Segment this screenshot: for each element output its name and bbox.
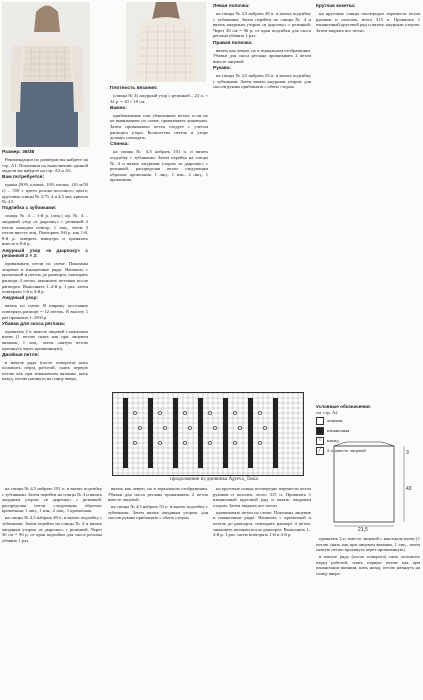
continuation-text: провязать 2 п. вместе лицевой с наклоном влево (1 петлю снять как при лицевом вязании, 1 лиц., затем снятую петлю протянуть через провязанную).	[316, 536, 420, 553]
dim-width: 21,5	[358, 527, 368, 532]
size-text: Рекомендации по размерам вы найдете на стр. А1. Показания по выполнению данной модели вы найдете на стр. А2 и А3.	[2, 157, 88, 174]
section-title: Рукава:	[213, 65, 232, 71]
text-column-1	[2, 150, 88, 470]
section-title: Подгибка с зубчиками:	[2, 206, 57, 212]
materials-title: Вам потребуется:	[2, 175, 45, 181]
knitting-chart	[112, 392, 304, 476]
text-bottom-2	[108, 486, 208, 698]
text-column-4	[316, 4, 420, 399]
section-text: на спицы № 4,5 набрать 49 п. и вязать подгибку с зубчиками. Затем перейти на спицы № 4 и вязать ажурным узором «в дырочку» с резинкой. Через 30 см = 96 р. от края подгибки для скоса реглана убавить 1 раз.	[213, 11, 311, 39]
section-text: вязать как левую, но в зеркальном отображении. Убавки для скоса реглана провязывать 2 петли вместе лицевой.	[213, 47, 311, 64]
dim-height: 43	[406, 486, 412, 492]
continuation-text: вязать как левую, но в зеркальном отображении. Убавки для скоса реглана провязывать 2 петли вместе лицевой.	[108, 486, 208, 503]
continuation-text: на спицы № 4,5 набрать 53 п. и вязать подгибку с зубчиками. Затем вязать ажурным узором, для скосов рукава прибавлять с обеих сторон.	[108, 504, 208, 521]
garment-diagram	[316, 440, 420, 532]
model-photo-back	[126, 2, 206, 82]
legend-item: изнаночная	[316, 427, 420, 435]
section-title: Убавки для скоса реглана:	[2, 321, 66, 327]
dim-top: 3	[406, 450, 409, 456]
legend-title: Условные обозначения:	[316, 404, 372, 409]
section-title: Двойная петля:	[2, 352, 40, 358]
section-title: Важно:	[110, 105, 127, 111]
yarn-over-icon: ○	[316, 437, 324, 445]
text-column-2	[110, 86, 208, 386]
size-title: Размер: 36/38	[2, 150, 35, 155]
section-text: в начале ряда (после поворота) нить положить перед работой, снять первую петлю как при изнаночном вязании, нить назад, петлю натянуть на спицу вверх.	[2, 359, 88, 382]
section-text: (спицы № 4) ажурный узор с резинкой – 23 п. × 32 р. = 10 × 10 см.	[110, 93, 208, 104]
section-text: спицы № 4 – 1-й р. (лиц.) пр. № 4 – ажурный узор «в дырочку» с резинкой 2 петли накидом повтор, 1 лиц., затем 2 петли вместе лиц. Повторять 8-й р. как 1-й, 8-й р. заверить вовнутрь и провязать вместе в 8-й р.	[2, 213, 88, 247]
credit-line: продолжение из дневника Agreva_Tania	[170, 476, 258, 482]
continuation-text: в начале ряда (после поворота) нить положить перед работой, снять первую петлю как при изнаночном вязании, нить назад, петлю натянуть на спицу вверх.	[316, 554, 420, 577]
section-text: провязывать петли по схеме. Показаны лицевые и изнаночные ряды. Начинать с кромочной и петель до раппорта, повторять раппорт 4 петли, закончить петлями после раппорта. Выполнять 1–4-й р. 1 раз, затем повторять 1-й и 4-й р.	[2, 261, 88, 295]
section-text: на спицы № 4,5 набрать 53 п. и вязать подгибку с зубчиками. Затем вязать ажурным узором, для скосов рукава прибавлять с обеих сторон.	[213, 73, 311, 90]
section-title: Ажурный узор «в дырочку» с резинкой 2 × 2:	[2, 248, 88, 260]
continuation-text: на спицы № 4,5 набрать 49 п. и вязать подгибку с зубчиками. Затем перейти на спицы № 4 и вязать ажурным узором «в дырочку» с резинкой. Через 30 см = 96 р. от края подгибки для скоса реглана убавить 1 раз.	[2, 515, 102, 543]
section-title: Спинка:	[110, 142, 129, 148]
legend-caption: см. стр. А2	[316, 409, 338, 415]
legend-item: ○ накид	[316, 437, 420, 445]
section-text: на спицы № 4,5 набрать 101 п. и вязать подгибку с зубчиками. Затем перейти на спицы № 4 и вязать ажурным узором «в дырочку» с резинкой, распределяя петли следующим образом: кромочная, 1 лиц., 1 изн., 2 лиц., 1 кромочная.	[110, 149, 208, 183]
section-text: вязать по схеме. В ширину постоянно повторять раппорт = 12 петель. В высоту 1 раз провязать 1–38-й р.	[2, 303, 88, 320]
text-bottom-3	[213, 486, 311, 698]
legend-item: ╱ 2 п. вместе лицевой	[316, 447, 420, 455]
section-title: Круглая кокетка:	[316, 4, 356, 9]
k2tog-icon: ╱	[316, 447, 324, 455]
section-text: на круговые спицы поочередно перенести петли рукавов и полочек, всего 315 п. Провязать 1 изнаночный круговой ряд и вязать ажурным узором. Затем закрыть все петли.	[316, 11, 420, 33]
section-title: Левая полочка:	[213, 4, 250, 9]
model-photo-front	[2, 2, 90, 147]
section-title: Плотность вязания:	[110, 86, 158, 91]
text-column-3	[213, 4, 311, 399]
section-title: Правая полочка:	[213, 40, 253, 46]
continuation-text: на спицы № 4,5 набрать 101 п. и вязать подгибку с зубчиками. Затем перейти на спицы № 4 и вязать ажурным узором «в дырочку» с резинкой, распределяя петли следующим образом: кромочная, 1 лиц., 1 изн., 2 лиц., 1 кромочная.	[2, 486, 102, 514]
text-bottom-4	[316, 536, 420, 698]
section-text: провязать 2 п. вместе лицевой с наклоном влево (1 петлю снять как при лицевом вязании, 1 лиц., затем снятую петлю протянуть через провязанную).	[2, 328, 88, 351]
section-title: Ажурный узор:	[2, 296, 39, 302]
text-bottom-1	[2, 486, 102, 698]
section-text: прибавленные или убавленные петли, если их не вывязывают по схеме, провязывать лицевыми. Затем провязывать петли следует с учетом раппорта узора. Количество петель в узоре должно совпадать.	[110, 112, 208, 141]
continuation-text: провязывать петли по схеме. Показаны лицевые и изнаночные ряды. Начинать с кромочной и петель до раппорта, повторять раппорт 4 петли, закончить петлями после раппорта. Выполнять 1–4-й р. 1 раз, затем повторять 1-й и 4-й р.	[213, 509, 312, 538]
legend-item: лицевая	[316, 417, 420, 425]
materials-text: пряжа (90% хлопка, 10% шелка; 110 м/50 г) – 550 г цвета розово-песочного цвета; круговые спицы № 3,75, 4 и 4,5 мм; крючок № 4,5.	[2, 182, 88, 205]
purl-symbol-icon	[316, 427, 324, 435]
knit-symbol-icon	[316, 417, 324, 425]
continuation-text: на круговые спицы поочередно перенести петли рукавов и полочек, всего 315 п. Провязать 1 изнаночный круговой ряд и вязать ажурным узором. Затем закрыть все петли.	[213, 486, 311, 508]
